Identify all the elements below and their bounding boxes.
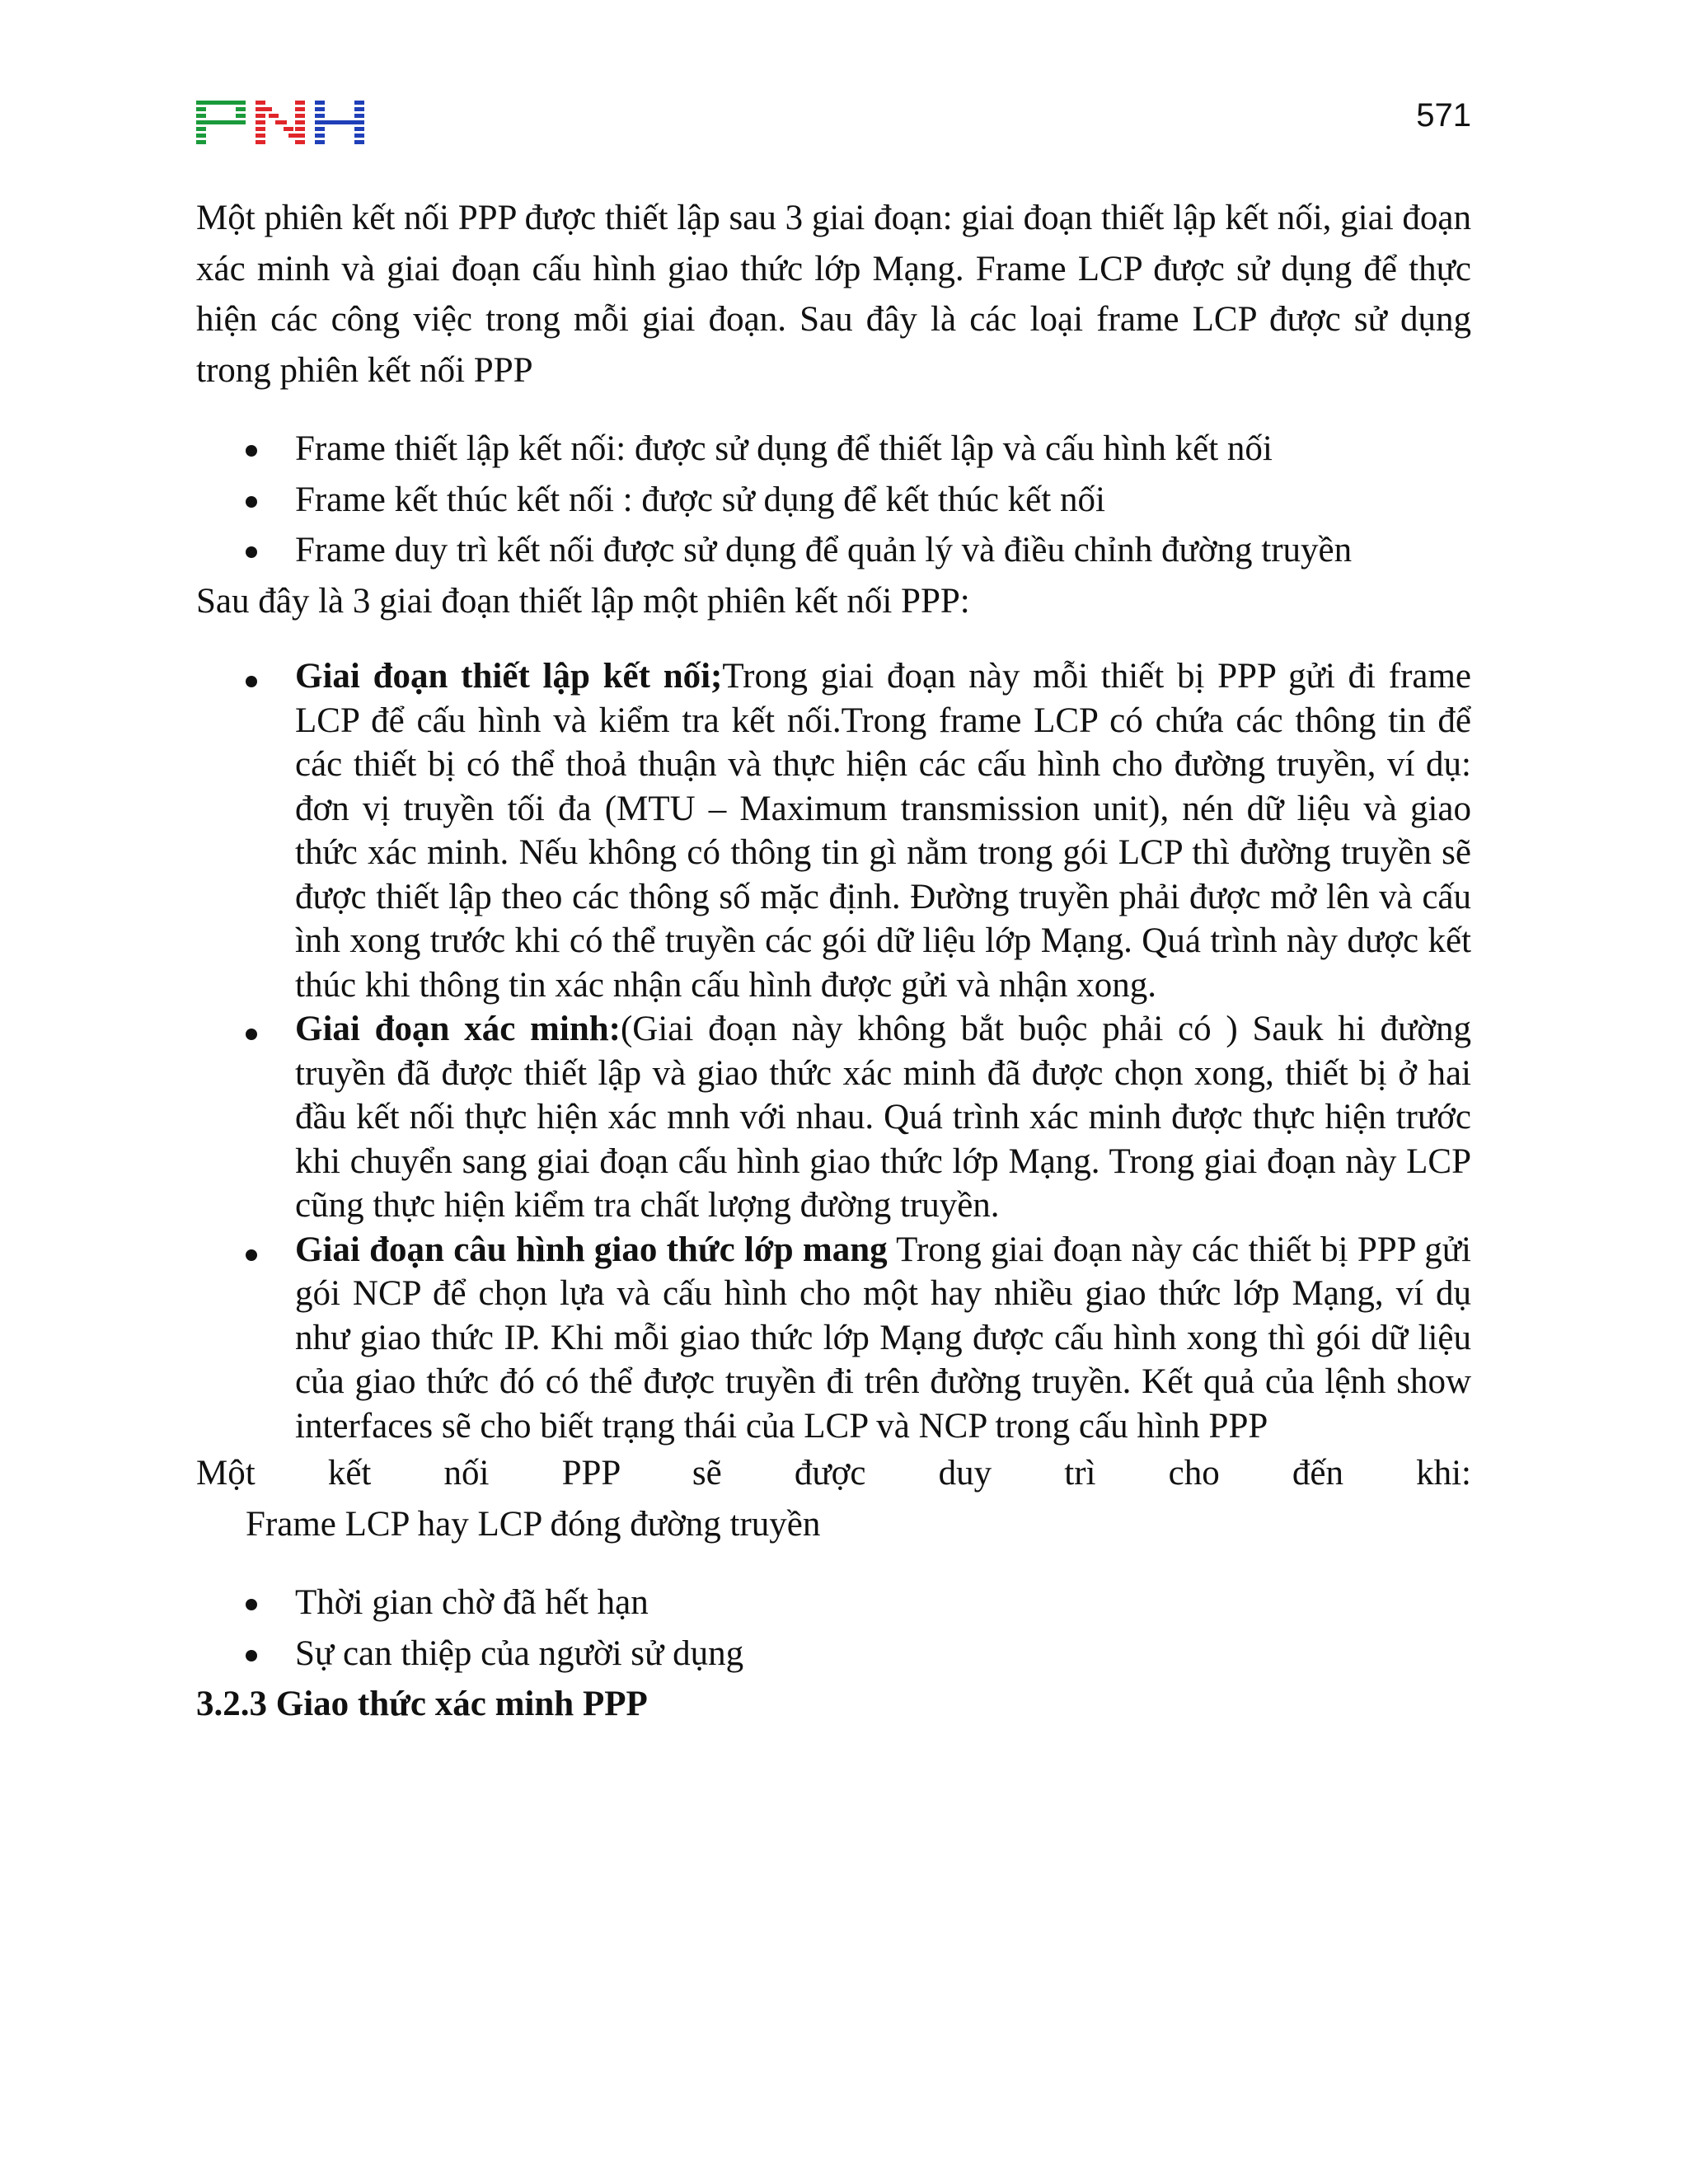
page-body [196,193,1471,1730]
logo-stripe [284,127,293,131]
logo-stripe [275,120,287,124]
logo-stripe [354,140,364,144]
phase-text: Trong giai đoạn này các thiết bị PPP gửi gói NCP để chọn lựa và cấu hình cho một hay nhiều giao thức lớp Mạng, ví dụ như giao thức IP. Khi mỗi giao thức lớp Mạng được cấu hình xong thì gói dữ liệu của giao thức đó có thể được truyền đi trên đường truyền. Kết quả của lệnh show interfaces sẽ cho biết trạng thái của LCP và NCP trong cấu hình PPP [295,1230,1471,1446]
logo-stripe [256,114,265,118]
phase-text: (Giai đoạn này không bắt buộc phải có ) Sauk hi đường truyền đã được thiết lập và giao thức xác minh đã được chọn xong, thiết bị ở hai đầu kết nối thực hiện xác mnh với nhau. Quá trình xác minh được thực hiện trước khi chuyển sang giai đoạn cấu hình giao thức lớp Mạng. Trong giai đoạn này LCP cũng thực hiện kiểm tra chất lượng đường truyền. [295,1010,1471,1225]
logo-stripe [315,101,325,105]
logo-stripe [295,114,305,118]
phase-item-network-config [196,1228,1471,1449]
logo-stripe [196,101,246,105]
logo-stripe [354,101,364,105]
section-heading: 3.2.3 Giao thức xác minh PPP [196,1685,648,1723]
logo-stripe [196,114,206,118]
list-item: Frame duy trì kết nối được sử dụng để quản lý và điều chỉnh đường truyền [196,525,1471,576]
logo-stripe [315,134,325,138]
logo-stripe [256,127,265,131]
logo-stripe [354,107,364,111]
phase-title: Giai đoạn xác minh: [295,1010,621,1048]
phase-item-connection [196,654,1471,1007]
logo-stripe [196,127,206,131]
logo-stripe [295,101,305,105]
logo-stripe [315,107,325,111]
logo-stripe [256,134,265,138]
logo-stripe [269,114,279,118]
logo-stripe [315,120,364,124]
logo-stripe [315,127,325,131]
list-item: Frame kết thúc kết nối : được sử dụng để kết thúc kết nối [196,475,1471,526]
page-number: 571 [1416,97,1471,134]
logo-stripe [256,101,265,105]
phase-item-authentication [196,1007,1471,1228]
logo-stripe [315,140,325,144]
logo-stripe [196,107,206,111]
logo-stripe [288,134,305,138]
logo-stripe [295,107,305,111]
logo-stripe [256,107,272,111]
phases-intro: Sau đây là 3 giai đoạn thiết lập một phiên kết nối PPP: [196,581,970,621]
logo-stripe [295,140,305,144]
logo-stripe [196,120,246,124]
frame-types-list [196,424,1471,576]
logo-stripe [196,140,206,144]
maintain-line: Frame LCP hay LCP đóng đường truyền [246,1504,821,1544]
logo-stripe [196,134,206,138]
logo-stripe [236,114,246,118]
phases-list [196,654,1471,1448]
intro-paragraph: Một phiên kết nối PPP được thiết lập sau 3 giai đoạn: giai đoạn thiết lập kết nối, giai đoạn xác minh và giai đoạn cấu hình giao thức lớp Mạng. Frame LCP được sử dụng để thực hiện các công việc trong mỗi giai đoạn. Sau đây là các loại frame LCP được sử dụng trong phiên kết nối PPP [196,199,1471,390]
logo-stripe [295,127,305,131]
end-conditions-list [196,1577,1471,1679]
list-item: Thời gian chờ đã hết hạn [196,1577,1471,1629]
logo-stripe [256,120,265,124]
phase-title: Giai đoạn thiết lập kết nối; [295,657,723,696]
list-item: Frame thiết lập kết nối: được sử dụng để thiết lập và cấu hình kết nối [196,424,1471,475]
list-item: Sự can thiệp của người sử dụng [196,1629,1471,1680]
logo-stripe [354,114,364,118]
logo-stripe [354,134,364,138]
logo-stripe [256,140,265,144]
phase-text: Trong giai đoạn này mỗi thiết bị PPP gửi đi frame LCP để cấu hình và kiểm tra kết nối.Trong frame LCP có chứa các thông tin để các thiết bị có thể thoả thuận và thực hiện các cấu hình cho đường truyền, ví dụ: đơn vị truyền tối đa (MTU – Maximum transmission unit), nén dữ liệu và giao thức xác minh. Nếu không có thông tin gì nằm trong gói LCP thì đường truyền sẽ được thiết lập theo các thông số mặc định. Đường truyền phải được mở lên và cấu ình xong trước khi có thể truyền các gói dữ liệu lớp Mạng. Quá trình này dược kết thúc khi thông tin xác nhận cấu hình được gửi và nhận xong. [295,657,1472,1005]
logo-stripe [236,107,246,111]
pnh-logo [196,101,364,147]
logo-stripe [354,127,364,131]
maintain-intro: Một kết nối PPP sẽ được duy trì cho đến khi: [196,1454,1471,1493]
logo-stripe [295,120,305,124]
logo-stripe [315,114,325,118]
phase-title: Giai đoạn câu hình giao thức lớp mang [295,1230,888,1269]
